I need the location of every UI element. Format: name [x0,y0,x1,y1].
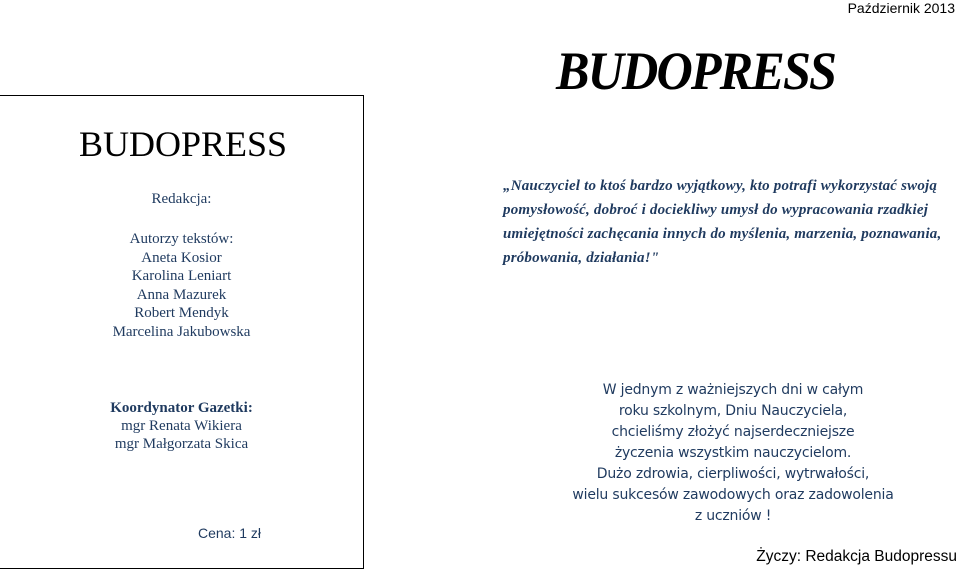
box-title: BUDOPRESS [78,124,288,164]
teacher-quote: „Nauczyciel to ktoś bardzo wyjątkowy, kto potrafi wykorzystać swoją pomysłowość, dobroć i dociekliwy umysł do wypracowania rzadkiej umiejętności zachęcania innych do myślenia, marzenia, poznawania, próbowania, działania!" [503,178,942,266]
price-label: Cena: 1 zł [197,525,262,541]
author-name: Karolina Leniart [131,268,232,284]
wishes-line: życzenia wszystkim nauczycielom. [614,445,852,461]
editorial-box [0,95,364,569]
wishes-block [500,380,959,527]
wishes-line: Dużo zdrowia, cierpliwości, wytrwałości, [596,466,870,482]
authors-block [0,230,363,341]
author-name: Robert Mendyk [134,305,229,321]
author-name: Marcelina Jakubowska [112,323,251,340]
wishes-line: wielu sukcesów zawodowych oraz zadowolenia [572,487,894,503]
wishes-line: W jednym z ważniejszych dni w całym [602,382,864,398]
masthead-title: BUDOPRESS [556,41,836,101]
signature: Życzy: Redakcja Budopressu [756,548,957,565]
authors-label: Autorzy tekstów: [129,231,234,247]
coordinator-name: mgr Małgorzata Skica [114,436,249,452]
coordinators-block [0,399,363,453]
coordinator-label: Koordynator Gazetki: [110,400,253,416]
wishes-line: chcieliśmy złożyć najserdeczniejsze [611,424,855,440]
wishes-line: z uczniów ! [694,508,772,524]
editorial-label: Redakcja: [151,191,212,207]
coordinator-name: mgr Renata Wikiera [121,418,242,434]
wishes-line: roku szkolnym, Dniu Nauczyciela, [618,403,848,419]
author-name: Anna Mazurek [136,286,227,303]
author-name: Aneta Kosior [141,249,222,266]
issue-date: Październik 2013 [847,0,955,16]
